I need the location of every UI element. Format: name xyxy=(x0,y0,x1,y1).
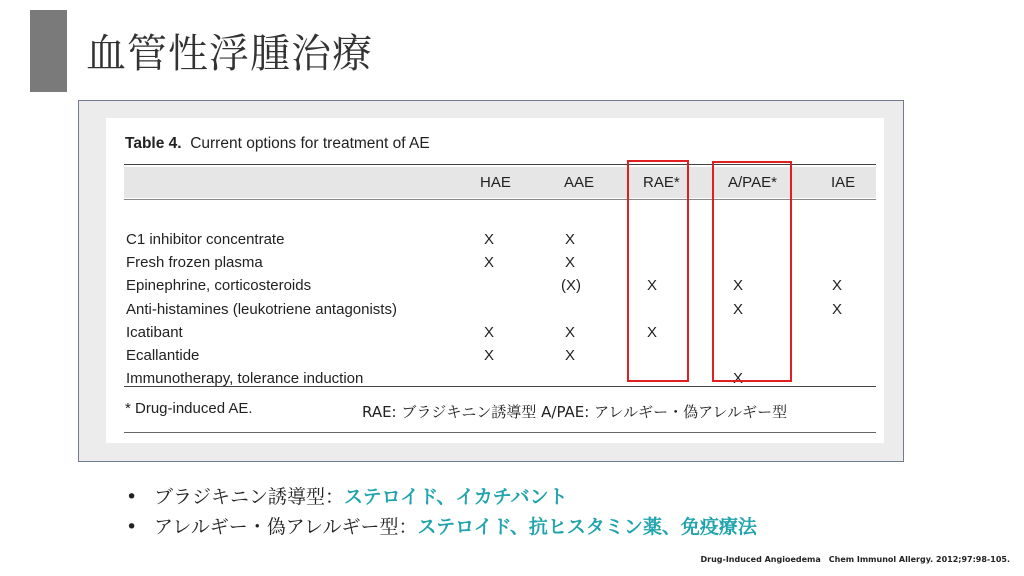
table-body-bottom-rule xyxy=(124,386,876,387)
bullet-highlight: ステロイド、イカチバント xyxy=(344,486,568,508)
bullet-symbol: • xyxy=(126,516,138,538)
apae-column-highlight xyxy=(712,161,792,382)
table-cell-mark: X xyxy=(565,231,576,248)
title-accent-bar xyxy=(30,10,67,92)
table-cell-mark: X xyxy=(733,277,744,295)
abbreviation-note: RAE: ブラジキニン誘導型 A/PAE: アレルギー・偽アレルギー型 xyxy=(362,403,788,421)
bullet-highlight: ステロイド、抗ヒスタミン薬、免疫療法 xyxy=(417,516,757,538)
bullet-symbol: • xyxy=(126,486,138,508)
table-caption xyxy=(125,135,430,153)
bullet-prefix: アレルギー・偽アレルギー型： xyxy=(154,516,418,538)
table-bottom-rule xyxy=(124,432,876,433)
row-label: Ecallantide xyxy=(126,347,200,364)
rae-column-highlight xyxy=(627,160,689,382)
table-cell-mark: X xyxy=(565,323,576,341)
row-label: Fresh frozen plasma xyxy=(126,254,263,272)
table-caption-text: Current options for treatment of AE xyxy=(190,135,430,152)
bullet-item-bradykinin xyxy=(126,482,757,512)
table-cell-mark: X xyxy=(733,370,744,388)
col-header-aae: AAE xyxy=(564,174,595,191)
row-label: Anti-histamines (leukotriene antagonists) xyxy=(126,300,397,318)
row-label: Epinephrine, corticosteroids xyxy=(126,277,312,295)
table-cell-mark: X xyxy=(565,254,576,272)
citation: Drug-Induced Angioedema Chem Immunol Allergy. 2012;97:98-105. xyxy=(700,555,1010,564)
table-cell-mark: X xyxy=(484,254,495,272)
table-caption-number: Table 4. xyxy=(125,135,182,152)
row-label: C1 inhibitor concentrate xyxy=(126,231,285,248)
table-cell-mark: X xyxy=(647,323,658,341)
col-header-rae: RAE* xyxy=(643,174,680,191)
bullet-item-allergic xyxy=(126,512,757,542)
table-cell-mark: X xyxy=(733,300,744,318)
bullet-list xyxy=(126,482,757,542)
table-cell-mark: X xyxy=(832,277,843,295)
col-header-iae: IAE xyxy=(831,174,856,191)
table-cell-mark: (X) xyxy=(561,277,581,295)
table-cell-mark: X xyxy=(484,231,495,248)
table-cell-mark: X xyxy=(832,300,843,318)
table-footnote: * Drug-induced AE. xyxy=(125,400,253,417)
table-cell-mark: X xyxy=(647,277,658,295)
table-cell-mark: X xyxy=(484,323,495,341)
bullet-prefix: ブラジキニン誘導型： xyxy=(154,486,345,508)
table-cell-mark: X xyxy=(565,347,576,364)
table-cell-mark: X xyxy=(484,347,495,364)
row-label: Icatibant xyxy=(126,323,183,341)
col-header-apae: A/PAE* xyxy=(728,174,777,191)
slide-title: 血管性浮腫治療 xyxy=(86,31,373,77)
col-header-hae: HAE xyxy=(480,174,511,191)
row-label: Immunotherapy, tolerance induction xyxy=(126,370,364,388)
